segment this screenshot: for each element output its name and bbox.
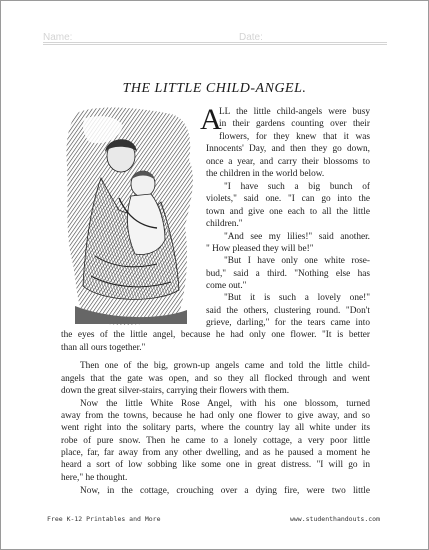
story-line-2: in their gardens counting over their [219,119,370,129]
story-line-15: come out." [206,281,247,291]
footer-left: Free K-12 Printables and More [47,515,161,523]
story-line-29: heard a sort of low sobbing like some one in great distress. "I will go in [61,460,370,470]
story-line-18: grieve, darling," for the tears came into [206,318,370,328]
name-rule-bottom [43,44,387,45]
story-line-13: "But I have only one white rose- [224,256,370,266]
story-line-27: robe of pure snow. Then he came to a lonely cottage, a very poor little [61,436,370,446]
story-line-10: children." [206,219,243,229]
footer-right: www.studenthandouts.com [289,515,380,523]
story-line-16: "But it is such a lovely one!" [224,293,370,303]
name-date-header [43,31,387,43]
story-line-1: LL the little child-angels were busy [219,107,370,117]
story-line-19: the eyes of the little angel, because he had only one flower. "It is better [61,330,370,340]
story-line-8: violets," said one. "I can go into the [206,194,370,204]
name-rule-top [43,42,387,43]
story-line-30: here," he thought. [61,473,128,483]
story-title: THE LITTLE CHILD-ANGEL. [122,81,307,96]
story-line-6: the children in the world below. [206,169,325,179]
story-line-14: bud," said a third. "Nothing else has [206,269,370,279]
engraving-illustration [61,106,201,332]
story-line-24: Now the little White Rose Angel, with his one blossom, turned [80,399,370,409]
story-line-23: down the great silver-stairs, carrying their flowers with them. [61,386,290,396]
story-line-26: went right into the solitary parts, where the country lay all white under its [61,423,370,433]
story-line-3: flowers, for they knew that it was [219,132,370,142]
story-line-12: " How pleased they will be!" [206,244,314,254]
story-line-4: Innocents' Day, and then they go down, [206,144,370,154]
story-line-9: town and give one each to all the little [206,207,370,217]
story-line-21: Then one of the big, grown-up angels came and told the little child- [80,361,370,371]
story-line-5: once a year, and carry their blossoms to [206,157,370,167]
story-line-31: Now, in the cottage, crouching over a dying fire, were two little [80,486,370,496]
story-line-25: away from the towns, because he had only one flower to give away, and so [61,411,370,421]
story-line-20: than all ours together." [61,343,146,353]
story-line-22: angels that the gate was open, and so they all flocked through and went [61,374,370,384]
story-line-17: said the others, clustering round. "Don't [206,306,370,316]
story-line-11: "And see my lilies!" said another. [224,232,370,242]
name-label: Name: [43,32,73,43]
story-line-28: place, far, far away from any other dwelling, and as he paused a moment he [61,448,370,458]
story-line-7: "I have such a big bunch of [224,182,370,192]
dropcap-letter: A [200,103,222,136]
date-label: Date: [239,32,263,43]
